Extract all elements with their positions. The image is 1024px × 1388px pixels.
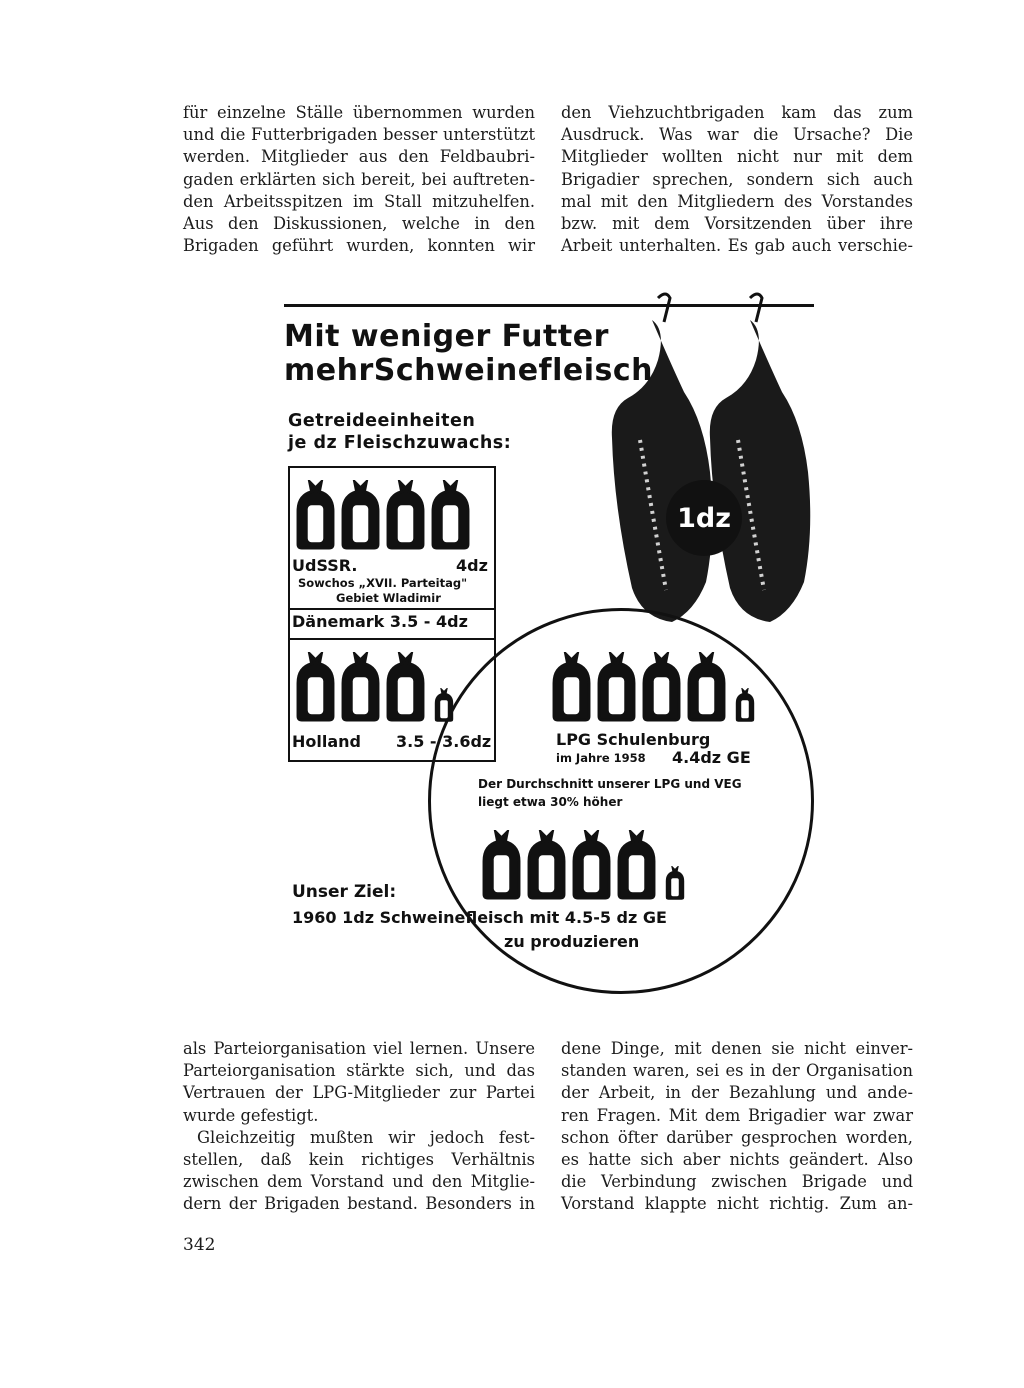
text-line: den Arbeitsspitzen im Stall mitzuhelfen.: [183, 191, 535, 211]
text-line: standen waren, sei es in der Organisation: [561, 1061, 913, 1081]
text-line: bzw. mit dem Vorsitzenden über ihre: [561, 214, 913, 234]
subtitle-line-1: Getreideeinheiten: [288, 411, 476, 431]
text-line: wurde gefestigt.: [183, 1105, 319, 1125]
text-line: Aus den Diskussionen, welche in den: [183, 214, 535, 234]
goal-line-2: zu produzieren: [504, 932, 640, 951]
grain-sack-icon: [642, 652, 681, 722]
grain-sack-icon: [431, 688, 457, 722]
text-line: mal mit den Mitgliedern des Vorstandes: [561, 191, 913, 211]
grain-sack-icon: [732, 688, 758, 722]
infographic-subtitle: [288, 410, 511, 454]
text-column-bottom-left: [183, 1038, 535, 1216]
grain-sack-icon: [687, 652, 726, 722]
divider: [290, 638, 494, 640]
infographic-title: [284, 320, 653, 388]
text-column-top-left: [183, 102, 535, 257]
text-line: Mitglieder wollten nicht nur mit dem: [561, 147, 913, 167]
goal-label: Unser Ziel:: [292, 882, 397, 902]
grain-sack-icon: [386, 480, 425, 550]
grain-sack-icon: [296, 652, 335, 722]
text-line: gaden erklärten sich bereit, bei auftreten-: [183, 169, 535, 189]
udssr-value: 4dz: [456, 556, 488, 575]
average-line-2: liegt etwa 30% höher: [478, 795, 623, 809]
grain-sack-icon: [386, 652, 425, 722]
subtitle-line-2: je dz Fleischzuwachs:: [288, 433, 512, 453]
text-line: Vertrauen der LPG-Mitglieder zur Partei: [183, 1083, 535, 1103]
lpg-year: im Jahre 1958: [556, 751, 646, 765]
text-line: dene Dinge, mit denen sie nicht einver-: [561, 1039, 913, 1058]
udssr-sacks: [296, 480, 470, 550]
grain-sack-icon: [341, 652, 380, 722]
grain-sack-icon: [341, 480, 380, 550]
holland-value: 3.5 - 3.6dz: [396, 732, 492, 751]
text-line: Brigaden geführt wurden, konnten wir: [183, 236, 535, 256]
lpg-value: 4.4dz GE: [672, 748, 751, 767]
holland-sacks: [296, 652, 457, 722]
average-line-1: Der Durchschnitt unserer LPG und VEG: [478, 777, 742, 791]
grain-sack-icon: [296, 480, 335, 550]
text-line: Vorstand klappte nicht richtig. Zum an-: [561, 1194, 913, 1214]
text-line: die Verbindung zwischen Brigade und: [561, 1172, 913, 1192]
holland-country: Holland: [292, 732, 361, 751]
text-line: als Parteiorganisation viel lernen. Unsere: [183, 1039, 535, 1058]
divider: [290, 608, 494, 610]
infographic: [270, 290, 830, 990]
title-line-1: Mit weniger Futter: [284, 319, 609, 354]
udssr-note-1: Sowchos „XVII. Parteitag": [298, 576, 468, 590]
text-line: Brigadier sprechen, sondern sich auch: [561, 169, 913, 189]
grain-sack-icon: [431, 480, 470, 550]
text-line: der Arbeit, in der Bezahlung und ande-: [561, 1083, 913, 1103]
grain-sack-icon: [662, 866, 688, 900]
text-column-top-right: [561, 102, 913, 257]
page-number: 342: [183, 1235, 216, 1255]
grain-sack-icon: [617, 830, 656, 900]
grain-sack-icon: [552, 652, 591, 722]
grain-sack-icon: [572, 830, 611, 900]
text-line: Gleichzeitig mußten wir jedoch fest-: [197, 1127, 535, 1147]
title-line-2: mehrSchweinefleisch: [284, 353, 654, 388]
text-line: Parteiorganisation stärkte sich, und das: [183, 1061, 535, 1081]
text-line: für einzelne Ställe übernommen wurden: [183, 103, 535, 122]
text-line: schon öfter darüber gesprochen worden,: [561, 1127, 913, 1147]
text-line: Ausdruck. Was war die Ursache? Die: [561, 125, 913, 145]
goal-line-1: 1960 1dz Schweinefleisch mit 4.5-5 dz GE: [292, 908, 667, 927]
grain-sack-icon: [527, 830, 566, 900]
udssr-note-2: Gebiet Wladimir: [336, 591, 441, 605]
udssr-country: UdSSR.: [292, 556, 358, 575]
grain-sack-icon: [482, 830, 521, 900]
goal-sacks: [482, 830, 688, 900]
lpg-name: LPG Schulenburg: [556, 730, 711, 749]
text-line: ren Fragen. Mit dem Brigadier war zwar: [561, 1105, 913, 1125]
text-line: es hatte sich aber nichts geändert. Also: [561, 1150, 913, 1170]
daenemark-label: Dänemark 3.5 - 4dz: [292, 612, 468, 631]
lpg-sacks: [552, 652, 758, 722]
grain-sack-icon: [597, 652, 636, 722]
text-line: Arbeit unterhalten. Es gab auch verschie-: [561, 236, 913, 256]
text-line: zwischen dem Vorstand und den Mitglie-: [183, 1172, 535, 1192]
text-column-bottom-right: [561, 1038, 913, 1216]
text-line: stellen, daß kein richtiges Verhältnis: [183, 1150, 535, 1170]
text-line: dern der Brigaden bestand. Besonders in: [183, 1194, 535, 1214]
text-line: und die Futterbrigaden besser unterstützt: [183, 125, 535, 145]
one-dz-badge: 1dz: [666, 480, 742, 556]
text-line: den Viehzuchtbrigaden kam das zum: [561, 103, 913, 122]
text-line: werden. Mitglieder aus den Feldbaubri-: [183, 147, 535, 167]
